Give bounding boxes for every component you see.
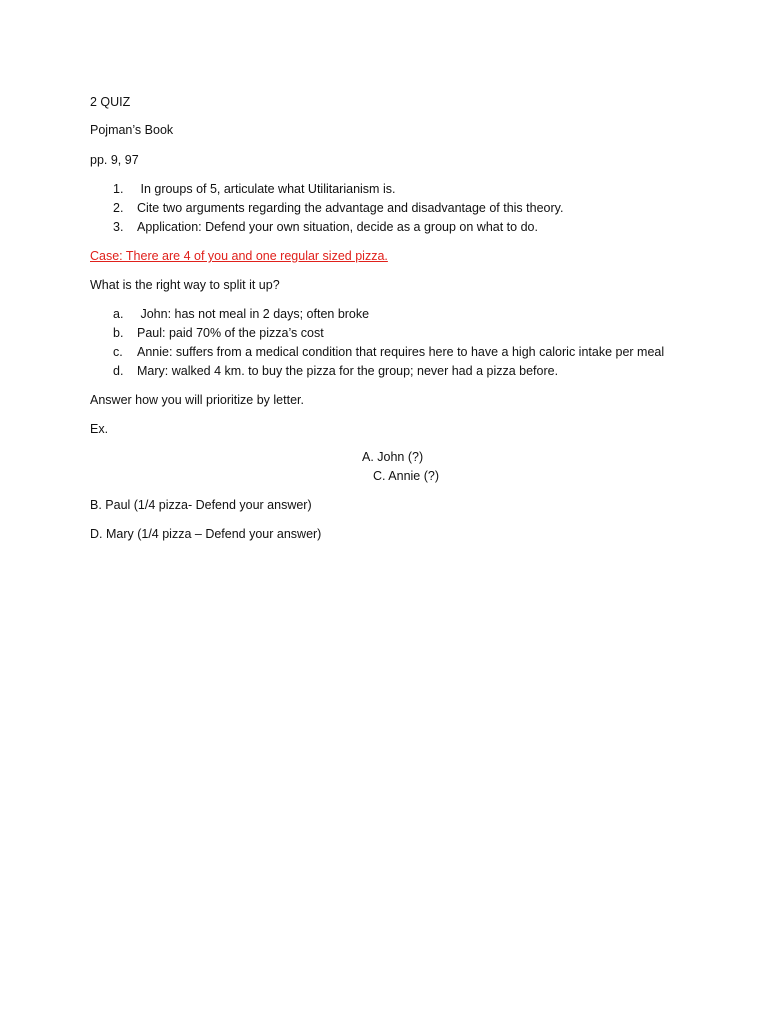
person-text: John: has not meal in 2 days; often broke [137,307,370,321]
task-marker: 3. [113,220,124,234]
person-item-d [113,363,558,379]
person-item-c [113,344,664,360]
task-item-2 [113,200,563,216]
task-marker: 2. [113,201,124,215]
question: What is the right way to split it up? [90,278,280,292]
instruction: Answer how you will prioritize by letter. [90,393,304,407]
person-marker: b. [113,326,124,340]
example-item-c: C. Annie (?) [373,469,440,483]
case-statement: Case: There are 4 of you and one regular sized pizza. [90,249,388,263]
example-label: Ex. [90,422,109,436]
person-text: Paul: paid 70% of the pizza’s cost [137,326,324,340]
example-item-d: D. Mary (1/4 pizza – Defend your answer) [90,527,322,541]
example-item-b: B. Paul (1/4 pizza- Defend your answer) [90,498,312,512]
quiz-title: 2 QUIZ [90,95,131,109]
task-text: Application: Defend your own situation, decide as a group on what to do. [137,220,538,234]
task-text: Cite two arguments regarding the advantage and disadvantage of this theory. [137,201,564,215]
person-marker: d. [113,364,124,378]
person-text: Annie: suffers from a medical condition that requires here to have a high caloric intake per meal [137,345,665,359]
task-item-3 [113,219,538,235]
page-reference: pp. 9, 97 [90,153,139,167]
person-marker: a. [113,307,124,321]
person-item-a [113,306,369,322]
task-text: In groups of 5, articulate what Utilitarianism is. [137,182,396,196]
person-item-b [113,325,324,341]
source-book: Pojman’s Book [90,123,174,137]
task-item-1 [113,181,395,197]
person-text: Mary: walked 4 km. to buy the pizza for the group; never had a pizza before. [137,364,559,378]
task-marker: 1. [113,182,124,196]
example-item-a: A. John (?) [362,450,424,464]
person-marker: c. [113,345,123,359]
